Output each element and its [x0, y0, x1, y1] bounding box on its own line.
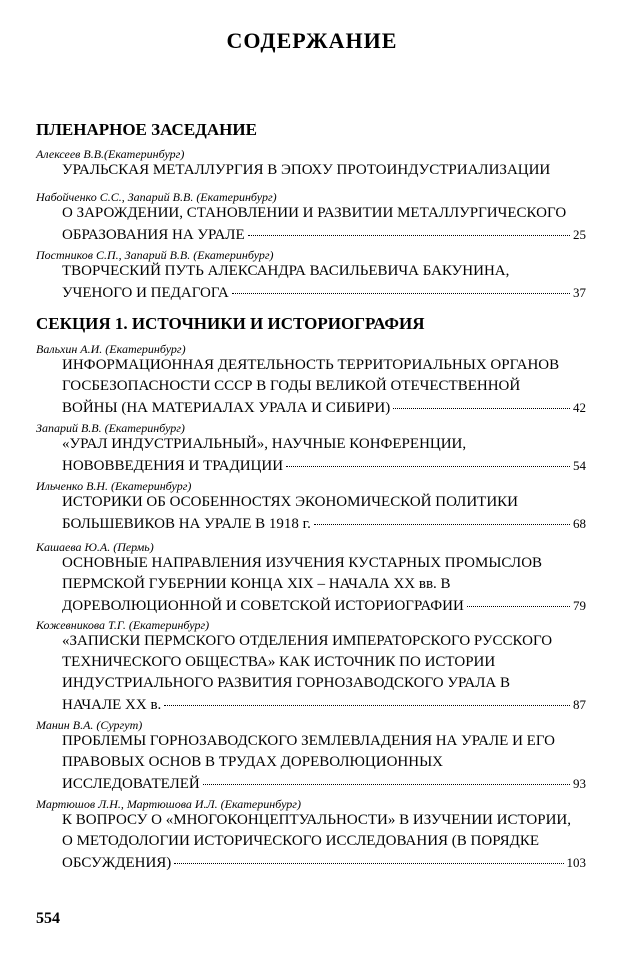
entry-title-line: ДОРЕВОЛЮЦИОННОЙ И СОВЕТСКОЙ ИСТОРИОГРАФИИ — [62, 598, 464, 614]
entry-page-number: 103 — [566, 855, 586, 870]
toc-entry[interactable] — [62, 553, 586, 617]
entry-author: Алексеев В.В.(Екатеринбург) — [36, 147, 185, 161]
entry-title-line: О МЕТОДОЛОГИИ ИСТОРИЧЕСКОГО ИССЛЕДОВАНИЯ (В ПОРЯДКЕ — [62, 833, 540, 849]
entry-title-line: ТВОРЧЕСКИЙ ПУТЬ АЛЕКСАНДРА ВАСИЛЬЕВИЧА БАКУНИНА, — [62, 263, 510, 279]
entry-title-line: ОБРАЗОВАНИЯ НА УРАЛЕ — [62, 227, 245, 243]
entry-title-line: ВОЙНЫ (НА МАТЕРИАЛАХ УРАЛА И СИБИРИ) — [62, 400, 391, 416]
toc-entry[interactable] — [62, 355, 586, 419]
toc-entry[interactable] — [62, 731, 586, 795]
dot-leader — [174, 863, 563, 864]
entry-author: Мартюшов Л.Н., Мартюшова И.Л. (Екатеринбург) — [36, 797, 301, 811]
entry-author: Запарий В.В. (Екатеринбург) — [36, 421, 185, 435]
entry-page-number: 87 — [573, 697, 586, 712]
entry-page-number: 25 — [573, 227, 586, 242]
entry-title-line: ИНФОРМАЦИОННАЯ ДЕЯТЕЛЬНОСТЬ ТЕРРИТОРИАЛЬНЫХ ОРГАНОВ — [62, 357, 560, 373]
entry-page-number: 54 — [573, 458, 586, 473]
entry-title-line: ИНДУСТРИАЛЬНОГО РАЗВИТИЯ ГОРНОЗАВОДСКОГО УРАЛА В — [62, 675, 510, 691]
entry-page-number: 93 — [573, 776, 586, 791]
entry-title-line: БОЛЬШЕВИКОВ НА УРАЛЕ В 1918 г. — [62, 516, 311, 532]
toc-entry[interactable] — [62, 160, 586, 181]
entry-author: Кашаева Ю.А. (Пермь) — [36, 540, 154, 554]
entry-title-line: «УРАЛ ИНДУСТРИАЛЬНЫЙ», НАУЧНЫЕ КОНФЕРЕНЦИИ, — [62, 436, 467, 452]
entry-title-line: «ЗАПИСКИ ПЕРМСКОГО ОТДЕЛЕНИЯ ИМПЕРАТОРСКОГО РУССКОГО — [62, 633, 553, 649]
entry-title-line: ОБСУЖДЕНИЯ) — [62, 855, 172, 871]
dot-leader — [248, 235, 570, 236]
toc-entry[interactable] — [62, 434, 586, 477]
entry-author: Постников С.П., Запарий В.В. (Екатеринбург) — [36, 248, 274, 262]
toc-entry[interactable] — [62, 631, 586, 716]
dot-leader — [314, 524, 570, 525]
dot-leader — [203, 784, 570, 785]
dot-leader — [393, 408, 570, 409]
entry-title-line: ПРАВОВЫХ ОСНОВ В ТРУДАХ ДОРЕВОЛЮЦИОННЫХ — [62, 754, 443, 770]
dot-leader — [286, 466, 570, 467]
toc-entry[interactable] — [62, 810, 586, 874]
section-heading: ПЛЕНАРНОЕ ЗАСЕДАНИЕ — [36, 120, 257, 139]
page-title: СОДЕРЖАНИЕ — [226, 28, 398, 53]
entry-title-line: О ЗАРОЖДЕНИИ, СТАНОВЛЕНИИ И РАЗВИТИИ МЕТАЛЛУРГИЧЕСКОГО — [62, 205, 567, 221]
entry-page-number: 68 — [573, 516, 586, 531]
entry-author: Вальхин А.И. (Екатеринбург) — [36, 342, 186, 356]
entry-title-line: ОСНОВНЫЕ НАПРАВЛЕНИЯ ИЗУЧЕНИЯ КУСТАРНЫХ ПРОМЫСЛОВ — [62, 555, 543, 571]
entry-page-number: 79 — [573, 598, 586, 613]
toc-entry[interactable] — [62, 261, 586, 304]
entry-page-number: 42 — [573, 400, 586, 415]
entry-title-line: ТЕХНИЧЕСКОГО ОБЩЕСТВА» КАК ИСТОЧНИК ПО ИСТОРИИ — [62, 654, 496, 670]
entry-title-line: УЧЕНОГО И ПЕДАГОГА — [62, 285, 229, 301]
dot-leader — [164, 705, 570, 706]
toc-entry[interactable] — [62, 203, 586, 246]
entry-title-line: ПЕРМСКОЙ ГУБЕРНИИ КОНЦА XIX – НАЧАЛА XX вв. В — [62, 576, 451, 592]
entry-title-line: К ВОПРОСУ О «МНОГОКОНЦЕПТУАЛЬНОСТИ» В ИЗУЧЕНИИ ИСТОРИИ, — [62, 812, 572, 828]
entry-author: Набойченко С.С., Запарий В.В. (Екатеринбург) — [36, 190, 277, 204]
entry-title-line: УРАЛЬСКАЯ МЕТАЛЛУРГИЯ В ЭПОХУ ПРОТОИНДУСТРИАЛИЗАЦИИ — [62, 162, 551, 178]
entry-author: Ильченко В.Н. (Екатеринбург) — [36, 479, 192, 493]
entry-page-number: 37 — [573, 285, 586, 300]
entry-title-line: ИСТОРИКИ ОБ ОСОБЕННОСТЯХ ЭКОНОМИЧЕСКОЙ ПОЛИТИКИ — [62, 494, 519, 510]
dot-leader — [467, 606, 570, 607]
page-number: 554 — [36, 910, 60, 927]
section-heading: СЕКЦИЯ 1. ИСТОЧНИКИ И ИСТОРИОГРАФИЯ — [36, 314, 425, 333]
entry-title-line: НАЧАЛЕ XX в. — [62, 697, 162, 713]
toc-entry[interactable] — [62, 492, 586, 535]
entry-author: Манин В.А. (Сургут) — [36, 718, 143, 732]
entry-author: Кожевникова Т.Г. (Екатеринбург) — [36, 618, 210, 632]
entry-title-line: ГОСБЕЗОПАСНОСТИ СССР В ГОДЫ ВЕЛИКОЙ ОТЕЧЕСТВЕННОЙ — [62, 378, 521, 394]
entry-title-line: ПРОБЛЕМЫ ГОРНОЗАВОДСКОГО ЗЕМЛЕВЛАДЕНИЯ НА УРАЛЕ И ЕГО — [62, 733, 555, 749]
dot-leader — [232, 293, 570, 294]
entry-title-line: ИССЛЕДОВАТЕЛЕЙ — [62, 776, 200, 792]
entry-title-line: НОВОВВЕДЕНИЯ И ТРАДИЦИИ — [62, 458, 284, 474]
